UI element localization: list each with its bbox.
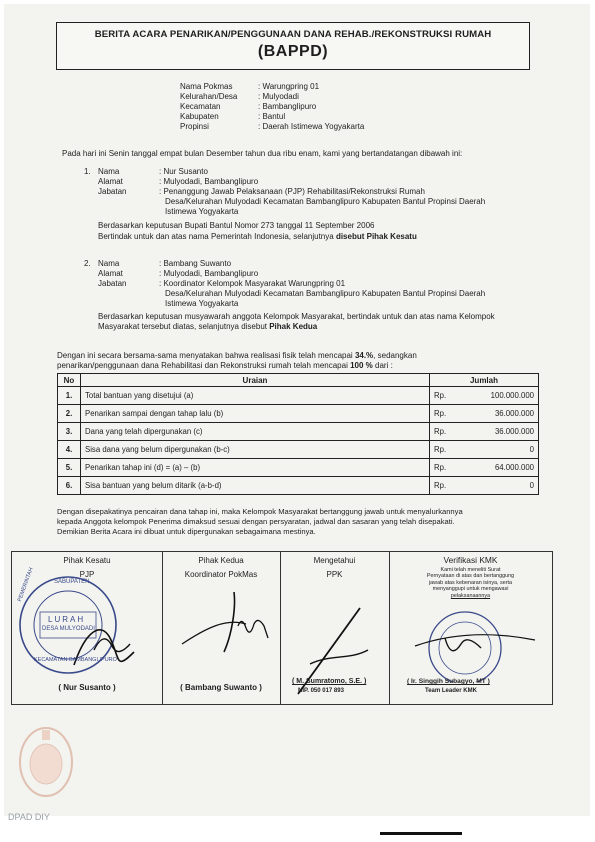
field-value: : Penanggung Jawab Pelaksanaan (PJP) Rehabilitasi/Rekonstruksi Rumah xyxy=(159,187,425,196)
signatory-name: ( Ir. Singgih Subagyo, MT ) xyxy=(407,678,490,685)
document-subtitle: (BAPPD) xyxy=(257,43,329,60)
row-number: 4. xyxy=(58,441,81,459)
row-number: 1. xyxy=(58,387,81,405)
signature-heading: Mengetahui xyxy=(313,556,356,565)
row-description: Dana yang telah dipergunakan (c) xyxy=(81,423,430,441)
signatory-role: Team Leader KMK xyxy=(425,688,477,694)
table-row xyxy=(58,405,539,423)
statement-line xyxy=(57,351,417,361)
row-currency: Rp. xyxy=(430,423,459,441)
signature-heading: Pihak Kedua xyxy=(198,556,244,565)
signature-pihak-kesatu xyxy=(12,552,162,704)
statement-text: penarikan/penggunaan dana Rehabilitasi dan Rekonstruksi rumah telah mencapai xyxy=(57,361,351,370)
row-number: 6. xyxy=(58,477,81,495)
row-currency: Rp. xyxy=(430,441,459,459)
row-description: Penarikan sampai dengan tahap lalu (b) xyxy=(81,405,430,423)
header-no: No xyxy=(58,374,81,387)
statement-line xyxy=(57,361,393,371)
row-description: Sisa bantuan yang belum ditarik (a-b-d) xyxy=(81,477,430,495)
signature-ppk xyxy=(280,552,389,704)
signatory-name: ( Nur Susanto ) xyxy=(58,683,116,692)
row-description: Sisa dana yang belum dipergunakan (b-c) xyxy=(81,441,430,459)
field-label: Jabatan xyxy=(98,187,127,196)
info-value: : Mulyodadi xyxy=(258,92,299,101)
representation-text xyxy=(98,322,317,332)
row-currency: Rp. xyxy=(430,387,459,405)
field-value: : Mulyodadi, Bambanglipuro xyxy=(159,177,259,186)
decree-text: Berdasarkan keputusan musyawarah anggota Kelompok Masyarakat, bertindak untuk dan atas nama Kelompok xyxy=(98,312,495,321)
party-number: 1. xyxy=(84,167,91,176)
physical-progress: 34.% xyxy=(354,351,374,360)
signature-role: PPK xyxy=(326,569,343,579)
stamp-top-text: SABUPATEN xyxy=(54,579,90,585)
row-currency: Rp. xyxy=(430,405,459,423)
field-value: : Nur Susanto xyxy=(159,167,208,176)
decree-text: Berdasarkan keputusan Bupati Bantul Nomor 273 tanggal 11 September 2006 xyxy=(98,221,375,230)
stamp-left-text: PEMERINTAH xyxy=(16,566,35,603)
signature-icon xyxy=(176,588,272,658)
row-currency: Rp. xyxy=(430,459,459,477)
field-label: Alamat xyxy=(98,269,123,278)
representation-prefix: Masyarakat tersebut diatas, selanjutnya disebut xyxy=(98,322,270,331)
info-label: Nama Pokmas xyxy=(180,82,233,91)
signatory-nip: NIP. 050 017 893 xyxy=(298,688,344,694)
table-row xyxy=(58,441,539,459)
stamp-mid-text: DESA MULYODADI xyxy=(42,626,95,632)
info-label: Kabupaten xyxy=(180,112,219,121)
field-value: : Koordinator Kelompok Masyarakat Warungpring 01 xyxy=(159,279,346,288)
field-label: Alamat xyxy=(98,177,123,186)
row-amount: 64.000.000 xyxy=(458,459,539,477)
intro-text: Pada hari ini Senin tanggal empat bulan Desember tahun dua ribu enam, kami yang bertandatangan dibawah ini: xyxy=(62,149,463,158)
header-jumlah: Jumlah xyxy=(430,374,539,387)
representation-prefix: Bertindak untuk dan atas nama Pemerintah Indonesia, selanjutnya xyxy=(98,232,336,241)
row-amount: 0 xyxy=(458,441,539,459)
signature-role: PJP xyxy=(79,569,95,579)
document-title: BERITA ACARA PENARIKAN/PENGGUNAAN DANA REHAB./REKONSTRUKSI RUMAH xyxy=(94,29,492,40)
note-line: jawab atas kebenaran isinya, serta xyxy=(428,579,512,586)
closing-line: Dengan disepakatinya pencairan dana tahap ini, maka Kelompok Masyarakat bertanggung jawab untuk menyalurkannya xyxy=(57,507,463,516)
party-number: 2. xyxy=(84,259,91,268)
row-amount: 100.000.000 xyxy=(458,387,539,405)
info-value: : Bambanglipuro xyxy=(258,102,317,111)
info-label: Propinsi xyxy=(180,122,209,131)
field-label: Jabatan xyxy=(98,279,127,288)
signature-role: Koordinator PokMas xyxy=(184,569,258,579)
table-row xyxy=(58,423,539,441)
signature-heading: Verifikasi KMK xyxy=(443,555,498,565)
signature-heading: Pihak Kesatu xyxy=(63,556,111,565)
field-value: Desa/Kelurahan Mulyodadi Kecamatan Bambanglipuro Kabupaten Bantul Propinsi Daerah xyxy=(165,197,486,206)
row-number: 3. xyxy=(58,423,81,441)
party-alias: disebut Pihak Kesatu xyxy=(335,232,417,241)
signature-box xyxy=(11,551,553,705)
verification-note xyxy=(389,567,552,600)
representation-text xyxy=(98,232,417,242)
statement-text: , sedangkan xyxy=(373,351,417,360)
field-value: Desa/Kelurahan Mulyodadi Kecamatan Bambanglipuro Kabupaten Bantul Propinsi Daerah xyxy=(165,289,486,298)
table-header-row xyxy=(58,374,539,387)
footer-watermark: DPAD DIY xyxy=(8,812,50,822)
fund-progress: 100 % xyxy=(350,361,373,370)
field-value: Istimewa Yogyakarta xyxy=(165,207,239,216)
field-value: Istimewa Yogyakarta xyxy=(165,299,239,308)
row-amount: 36.000.000 xyxy=(458,405,539,423)
field-value: : Mulyodadi, Bambanglipuro xyxy=(159,269,259,278)
bottom-bar xyxy=(380,832,462,835)
row-amount: 0 xyxy=(458,477,539,495)
note-line: menyanggupi untuk mengawasi xyxy=(432,586,509,593)
field-value: : Bambang Suwanto xyxy=(159,259,232,268)
closing-line: kepada Anggota kelompok Penerima dimaksud sesuai dengan persyaratan, jadwal dan sasaran yang telah disepakati. xyxy=(57,517,455,526)
row-currency: Rp. xyxy=(430,477,459,495)
statement-text: dari : xyxy=(372,361,393,370)
kmk-stamp-icon xyxy=(395,602,545,682)
signature-pihak-kedua xyxy=(162,552,280,704)
row-amount: 36.000.000 xyxy=(458,423,539,441)
table-row xyxy=(58,477,539,495)
info-value: : Daerah Istimewa Yogyakarta xyxy=(258,122,365,131)
closing-line: Demikian Berita Acara ini dibuat untuk dipergunakan sebagaimana mestinya. xyxy=(57,527,316,536)
row-number: 5. xyxy=(58,459,81,477)
fund-table xyxy=(57,373,539,495)
title-box xyxy=(56,22,530,70)
stamp-bottom-text: KECAMATAN BAMBANGLIPURO xyxy=(34,657,117,663)
note-line: pelaksanaannya xyxy=(450,592,491,599)
emblem-icon xyxy=(16,724,78,800)
info-label: Kelurahan/Desa xyxy=(180,92,238,101)
table-row xyxy=(58,387,539,405)
signatory-name: ( M. Sumratomo, S.E. ) xyxy=(292,678,367,685)
party-alias: Pihak Kedua xyxy=(269,322,318,331)
header-uraian: Uraian xyxy=(81,374,430,387)
info-value: : Bantul xyxy=(258,112,286,121)
table-row xyxy=(58,459,539,477)
field-label: Nama xyxy=(98,259,120,268)
row-description: Penarikan tahap ini (d) = (a) – (b) xyxy=(81,459,430,477)
statement-text: Dengan ini secara bersama-sama menyatakan bahwa realisasi fisik telah mencapai xyxy=(57,351,355,360)
info-label: Kecamatan xyxy=(180,102,221,111)
note-line: Pernyataan di atas dan bertanggung xyxy=(426,573,515,580)
info-value: : Warungpring 01 xyxy=(258,82,320,91)
row-description: Total bantuan yang disetujui (a) xyxy=(81,387,430,405)
signatory-name: ( Bambang Suwanto ) xyxy=(180,683,262,692)
row-number: 2. xyxy=(58,405,81,423)
stamp-mid-text: LURAH xyxy=(48,615,86,624)
field-label: Nama xyxy=(98,167,120,176)
signature-kmk xyxy=(389,552,552,704)
note-line: Kami telah meneliti Surat xyxy=(440,566,501,573)
